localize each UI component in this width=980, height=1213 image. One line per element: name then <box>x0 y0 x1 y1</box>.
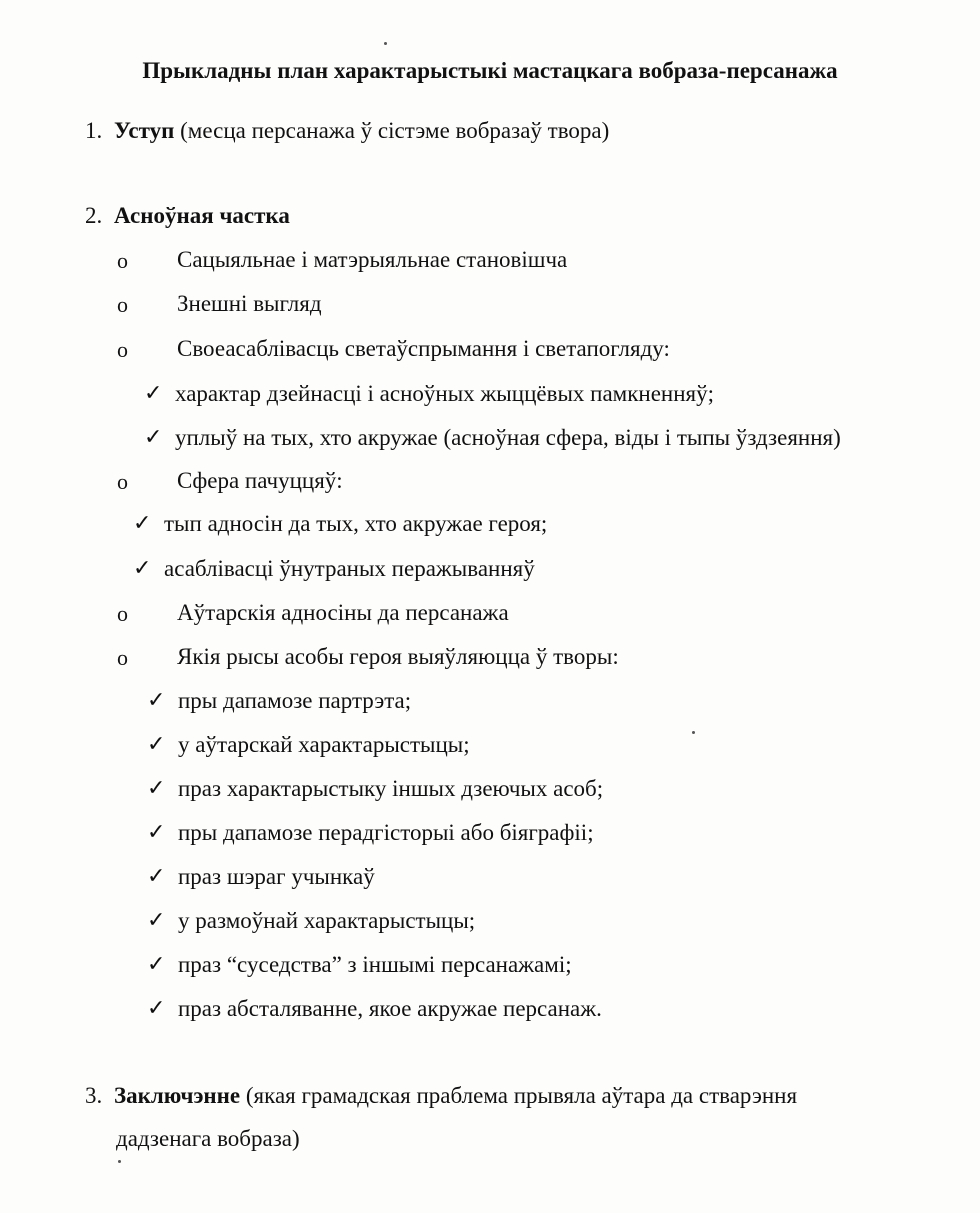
list-item: Своеасаблівасць светаўспрымання і светапогляду: <box>177 336 670 361</box>
section-number: 2. <box>85 203 103 228</box>
list-subitem: тып адносін да тых, хто акружае героя; <box>164 511 548 536</box>
list-subitem: праз характарыстыку іншых дзеючых асоб; <box>178 776 604 801</box>
scan-speck <box>118 1160 121 1163</box>
section-description: (якая грамадская праблема прывяла аўтара да стварэння <box>240 1083 798 1108</box>
section-3-continuation: дадзенага вобраза) <box>116 1126 300 1151</box>
bullet-icon: o <box>117 248 128 273</box>
list-subitem: характар дзейнасці і асноўных жыццёвых памкненняў; <box>175 381 714 406</box>
check-icon: ✓ <box>147 819 166 844</box>
section-number: 1. <box>85 118 103 143</box>
check-icon: ✓ <box>147 775 166 800</box>
list-subitem: у размоўнай характарыстыцы; <box>178 908 476 933</box>
check-icon: ✓ <box>147 951 166 976</box>
bullet-icon: o <box>117 337 128 362</box>
bullet-icon: o <box>117 601 128 626</box>
list-item: Аўтарскія адносіны да персанажа <box>177 600 509 625</box>
check-icon: ✓ <box>133 555 152 580</box>
check-icon: ✓ <box>133 510 152 535</box>
section-number: 3. <box>85 1083 103 1108</box>
list-item: Якія рысы асобы героя выяўляюцца ў творы: <box>177 644 619 669</box>
section-2 <box>85 201 290 231</box>
section-1 <box>85 116 609 146</box>
list-subitem: праз “суседства” з іншымі персанажамі; <box>178 952 572 977</box>
section-3 <box>85 1081 797 1111</box>
check-icon: ✓ <box>144 424 163 449</box>
scan-speck <box>692 731 695 734</box>
list-subitem: пры дапамозе перадгісторыі або біяграфіі; <box>178 820 594 845</box>
section-description: (месца персанажа ў сістэме вобразаў твора) <box>174 118 610 143</box>
page-title: Прыкладны план характарыстыкі мастацкага вобраза-персанажа <box>142 58 838 83</box>
list-subitem: праз шэраг учынкаў <box>178 864 375 889</box>
list-item: Сфера пачуццяў: <box>177 468 343 493</box>
list-subitem: уплыў на тых, хто акружае (асноўная сфера, віды і тыпы ўздзеяння) <box>175 425 841 450</box>
bullet-icon: o <box>117 469 128 494</box>
section-heading: Уступ <box>114 118 175 143</box>
check-icon: ✓ <box>147 687 166 712</box>
check-icon: ✓ <box>147 863 166 888</box>
list-subitem: асаблівасці ўнутраных перажыванняў <box>164 556 535 581</box>
bullet-icon: o <box>117 645 128 670</box>
check-icon: ✓ <box>147 995 166 1020</box>
check-icon: ✓ <box>147 907 166 932</box>
list-item: Сацыяльнае і матэрыяльнае становішча <box>177 247 568 272</box>
list-item: Знешні выгляд <box>177 291 322 316</box>
bullet-icon: o <box>117 292 128 317</box>
list-subitem: пры дапамозе партрэта; <box>178 688 412 713</box>
check-icon: ✓ <box>144 380 163 405</box>
section-heading: Заключэнне <box>114 1083 241 1108</box>
check-icon: ✓ <box>147 731 166 756</box>
list-subitem: праз абсталяванне, якое акружае персанаж. <box>178 996 602 1021</box>
section-heading: Асноўная частка <box>114 203 290 228</box>
scan-speck <box>384 42 387 45</box>
list-subitem: у аўтарскай характарыстыцы; <box>178 732 470 757</box>
